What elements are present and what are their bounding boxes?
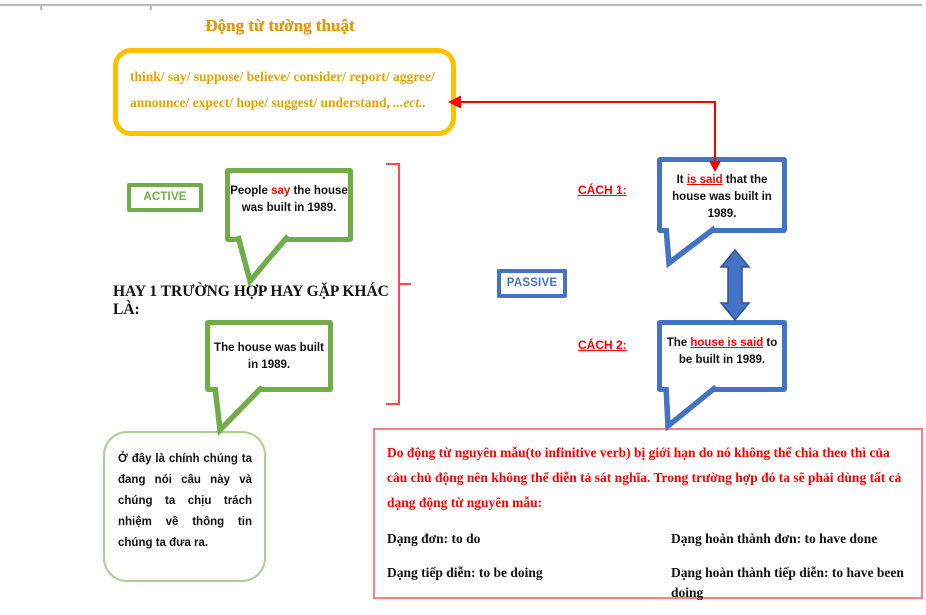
- form-perfect: Dạng hoàn thành đơn: to have done: [671, 531, 878, 546]
- reporting-verbs-box: [113, 48, 456, 136]
- reporting-verbs-line2: announce/ expect/ hope/ suggest/ understand, ...ect..: [130, 95, 426, 110]
- speech-bubble-active-2: The house was built in 1989.: [205, 320, 333, 392]
- highlight-house-is-said: house is said: [690, 337, 764, 349]
- top-gridline-tick: [40, 4, 42, 10]
- highlight-is-said: is said: [686, 174, 723, 186]
- passive-label-box: PASSIVE: [497, 269, 567, 298]
- double-arrow-icon: [721, 250, 749, 320]
- top-gridline: [0, 4, 922, 6]
- highlight-say: say: [271, 185, 291, 197]
- infinitive-forms-grid: [387, 529, 911, 603]
- speech-bubble-passive-2: The house is said to be built in 1989.: [657, 320, 787, 392]
- note-bubble: Ở đây là chính chúng ta đang nói câu này và chúng ta chịu trách nhiệm về thông tin chúng ta đưa ra.: [103, 431, 266, 582]
- form-continuous: Dạng tiếp diễn: to be doing: [387, 565, 543, 580]
- cach1-label: CÁCH 1:: [578, 183, 627, 197]
- top-gridline-tick: [150, 4, 152, 10]
- red-connector-arrow-line: [460, 102, 715, 165]
- form-simple: Dạng đơn: to do: [387, 531, 481, 546]
- green-bubble-2-tail: [215, 387, 262, 430]
- blue-bubble-1-tail: [666, 228, 715, 263]
- infinitive-explanation-text: Do động từ nguyên mẫu(to infinitive verb) bị giới hạn do nó không thể chia theo thì của câu chủ động nên không thể diễn tả sát nghĩa. Trong trường hợp đó ta sẽ phải dùng tất cả dạng động từ nguyên mẫu:: [387, 445, 902, 510]
- etc-italic: ...ect..: [393, 95, 426, 110]
- active-label-box: ACTIVE: [127, 183, 203, 212]
- speech-bubble-active-1: People say the house was built in 1989.: [225, 168, 353, 242]
- blue-bubble-2-tail: [666, 387, 716, 426]
- reporting-verbs-line1: think/ say/ suppose/ believe/ consider/ report/ aggree/: [130, 69, 435, 84]
- infinitive-explanation-box: [373, 428, 923, 599]
- page-title: Động từ tường thuật: [205, 16, 355, 35]
- section-heading: HAY 1 TRƯỜNG HỢP HAY GẶP KHÁC LÀ:: [113, 283, 389, 318]
- speech-bubble-passive-1: It is said that the house was built in 1989.: [657, 157, 787, 233]
- cach2-label: CÁCH 2:: [578, 338, 627, 352]
- green-bubble-1-tail: [238, 236, 288, 281]
- form-perfect-continuous: Dạng hoàn thành tiếp diễn: to have been doing: [671, 565, 904, 600]
